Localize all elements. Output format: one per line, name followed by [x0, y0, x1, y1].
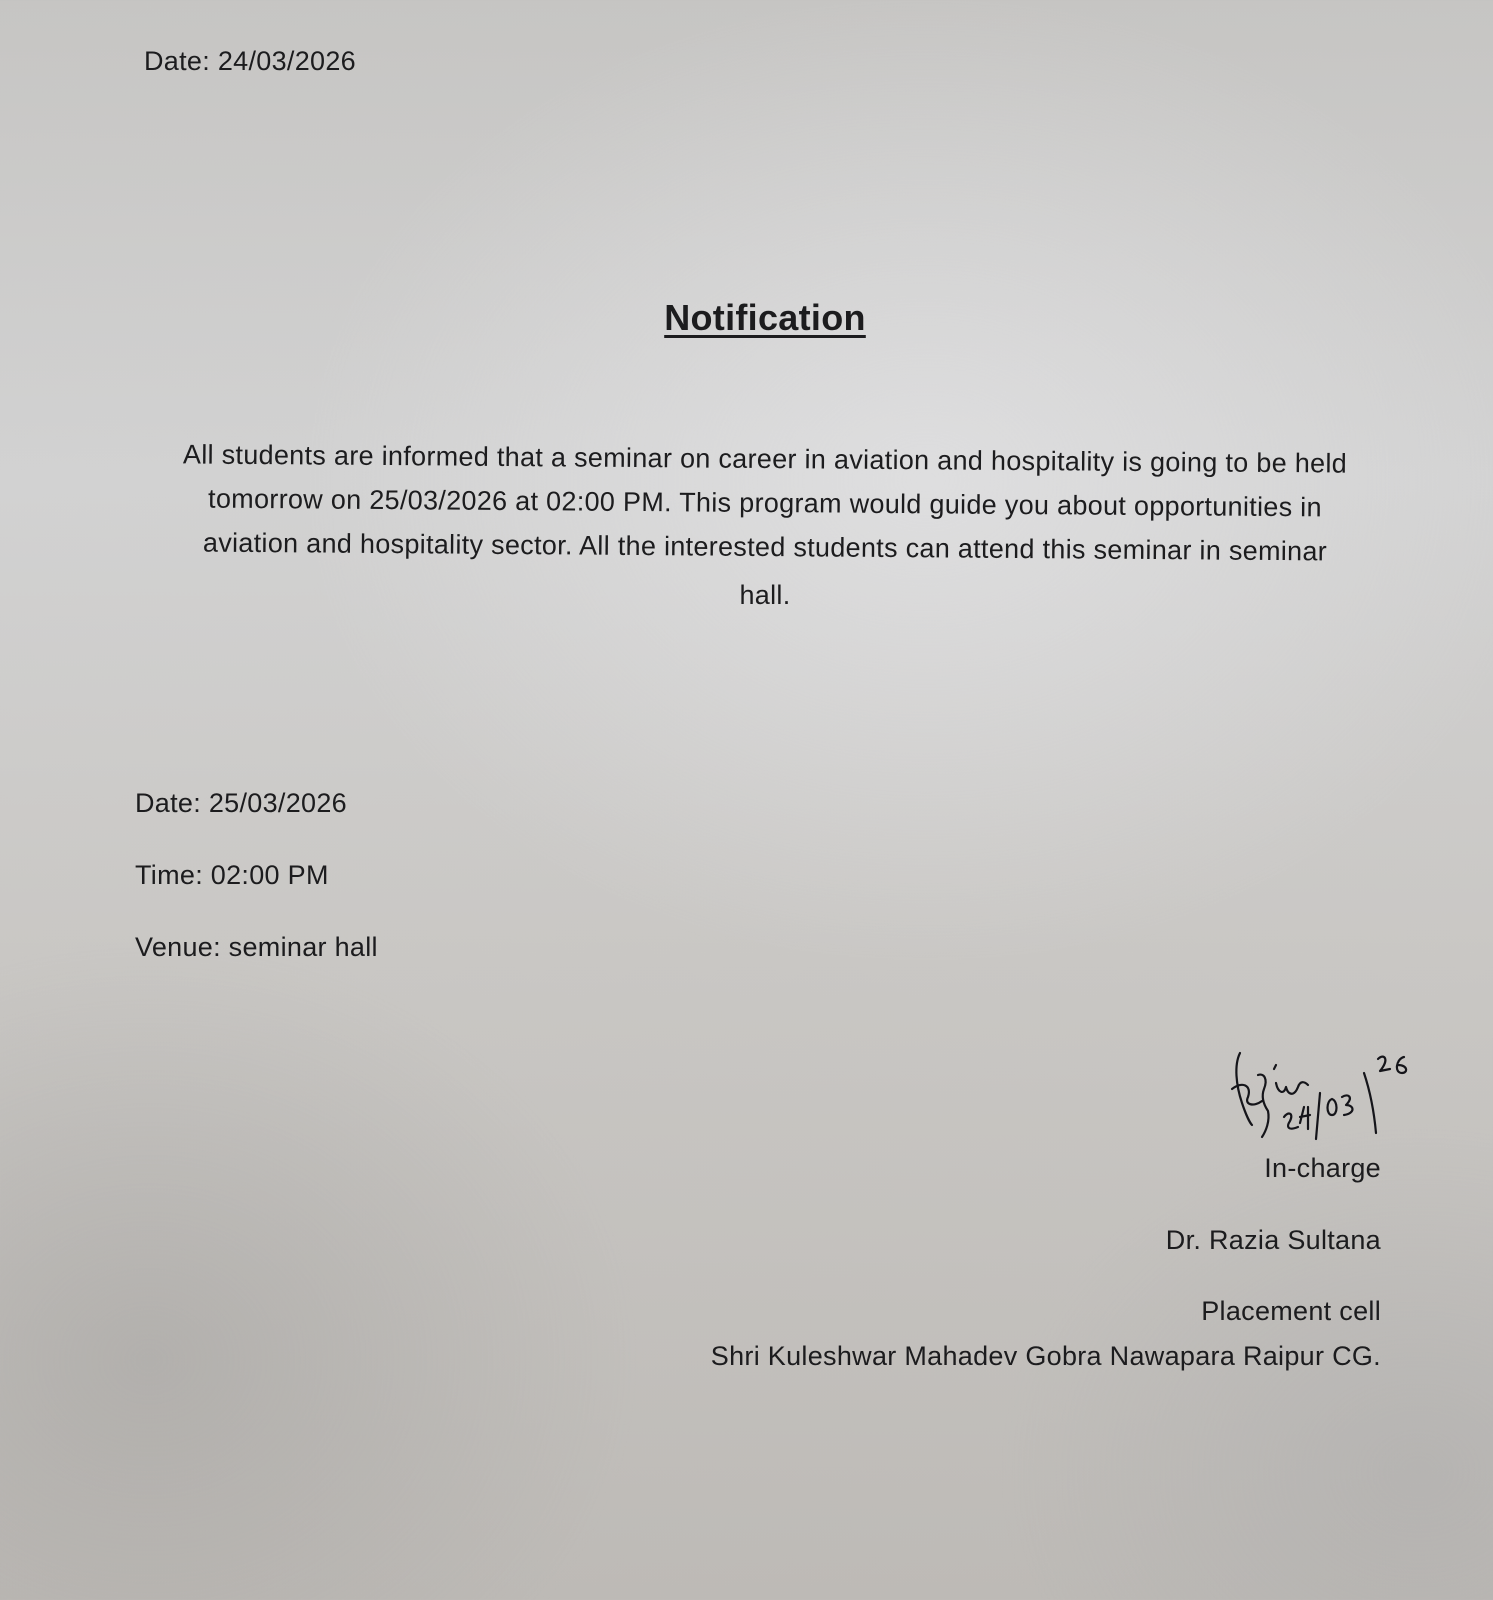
issue-date: Date: 24/03/2026: [144, 46, 356, 76]
signatory-department: Placement cell: [1201, 1296, 1381, 1326]
body-line: All students are informed that a seminar on career in aviation and hospitality is going to be held: [182, 439, 1348, 479]
event-date: Date: 25/03/2026: [135, 788, 347, 818]
handwritten-signature: [1228, 1045, 1438, 1155]
body-line: hall.: [739, 580, 791, 610]
event-time: Time: 02:00 PM: [135, 860, 329, 890]
body-line: aviation and hospitality sector. All the interested students can attend this seminar in seminar: [202, 527, 1328, 567]
event-venue: Venue: seminar hall: [135, 932, 378, 962]
signatory-institution: Shri Kuleshwar Mahadev Gobra Nawapara Raipur CG.: [710, 1341, 1381, 1371]
body-line: tomorrow on 25/03/2026 at 02:00 PM. This program would guide you about opportunities in: [208, 483, 1322, 523]
notice-title: Notification: [664, 297, 866, 338]
signatory-role: In-charge: [1264, 1153, 1381, 1183]
signatory-name: Dr. Razia Sultana: [1165, 1225, 1381, 1255]
